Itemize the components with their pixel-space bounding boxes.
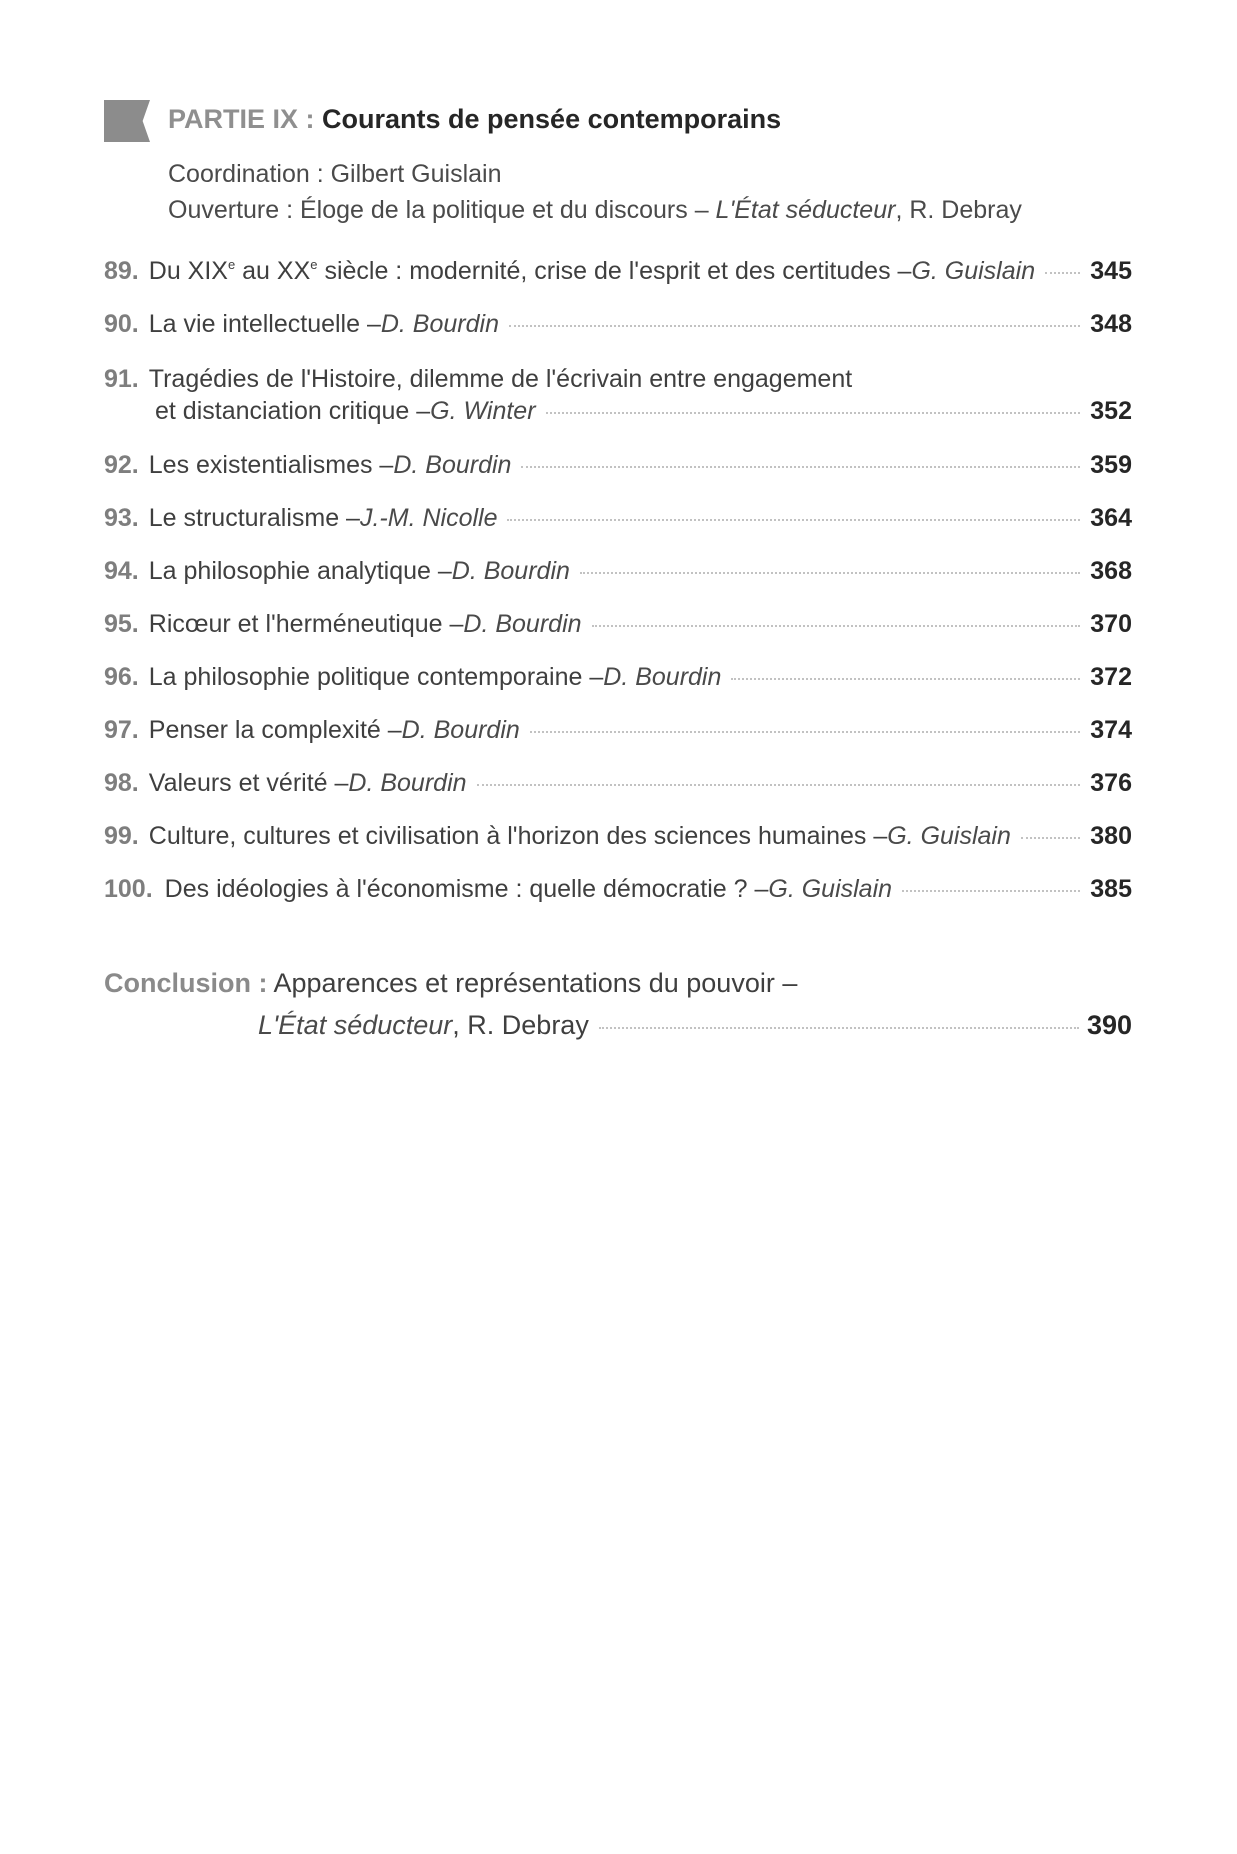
toc-entry-89[interactable] [104,255,1132,287]
entry-page: 352 [1090,397,1132,425]
entry-title: La philosophie analytique – [148,557,452,585]
conclusion-author: , R. Debray [452,1010,589,1040]
ouverture-book: L'État séducteur [715,196,896,224]
conclusion-label: Conclusion : [104,968,268,998]
toc-entry-95[interactable] [104,608,1132,640]
entry-page: 345 [1090,257,1132,285]
dot-leader [599,1027,1079,1029]
entry-number: 96. [104,663,139,691]
entry-author: D. Bourdin [603,663,722,691]
part-name: Courants de pensée contemporains [322,104,782,134]
entry-number: 98. [104,769,139,797]
entry-author: D. Bourdin [401,716,520,744]
conclusion-title-line1: Apparences et représentations du pouvoir – [273,968,798,998]
dot-leader [509,325,1080,327]
entry-page: 372 [1090,663,1132,691]
entry-title: Valeurs et vérité – [148,769,349,797]
dot-leader [477,784,1080,786]
ouverture-line [168,194,1022,226]
entry-number: 93. [104,504,139,532]
toc-entry-96[interactable] [104,661,1132,693]
dot-leader [1021,837,1080,839]
entry-title-line1: Tragédies de l'Histoire, dilemme de l'écrivain entre engagement [148,365,853,393]
entry-number: 89. [104,257,139,285]
entry-number: 92. [104,451,139,479]
part-label: PARTIE IX : [168,104,323,134]
part-marker [104,100,150,142]
toc-entry-100[interactable] [104,873,1132,905]
dot-leader [530,731,1080,733]
entry-author: G. Guislain [911,257,1036,285]
entry-author: D. Bourdin [380,310,499,338]
entry-title: La vie intellectuelle – [148,310,381,338]
entry-title: Des idéologies à l'économisme : quelle démocratie ? – [164,875,769,903]
dot-leader [546,412,1080,414]
toc-entry-94[interactable] [104,555,1132,587]
toc-entry-92[interactable] [104,449,1132,481]
entry-page: 380 [1090,822,1132,850]
toc-entry-99[interactable] [104,820,1132,852]
entry-page: 359 [1090,451,1132,479]
entry-author: J.-M. Nicolle [359,504,498,532]
entry-title: Penser la complexité – [148,716,402,744]
entry-author: D. Bourdin [393,451,512,479]
dot-leader [902,890,1080,892]
ouverture-prefix: Ouverture : Éloge de la politique et du discours – [168,196,716,224]
toc-entry-90[interactable] [104,308,1132,340]
part-header [104,98,1144,142]
entry-page: 370 [1090,610,1132,638]
toc-entry-98[interactable] [104,767,1132,799]
toc-conclusion[interactable] [104,962,1132,1046]
entry-number: 94. [104,557,139,585]
entry-number: 99. [104,822,139,850]
entry-page: 385 [1090,875,1132,903]
toc-entry-93[interactable] [104,502,1132,534]
entry-author: G. Guislain [768,875,893,903]
entry-title: La philosophie politique contemporaine – [148,663,604,691]
entry-title: Culture, cultures et civilisation à l'horizon des sciences humaines – [148,822,888,850]
dot-leader [521,466,1080,468]
entry-title: Le structuralisme – [148,504,360,532]
dot-leader [592,625,1080,627]
toc-entry-91[interactable] [104,363,1132,427]
entry-page: 376 [1090,769,1132,797]
entry-title-line2: et distanciation critique – [155,397,431,425]
entry-number: 97. [104,716,139,744]
entry-title: Ricœur et l'herméneutique – [148,610,464,638]
entry-author: D. Bourdin [348,769,467,797]
entry-number: 100. [104,875,153,903]
entry-author: D. Bourdin [451,557,570,585]
entry-number: 95. [104,610,139,638]
entry-author: D. Bourdin [463,610,582,638]
entry-number: 90. [104,310,139,338]
entry-author: G. Winter [430,397,536,425]
dot-leader [731,678,1080,680]
part-title [168,102,781,136]
entry-author: G. Guislain [887,822,1011,850]
ouverture-author: , R. Debray [895,196,1022,224]
entry-page: 364 [1090,504,1132,532]
coordination-line: Coordination : Gilbert Guislain [168,160,502,188]
dot-leader [507,519,1080,521]
dot-leader [580,572,1080,574]
conclusion-page: 390 [1086,1010,1132,1040]
conclusion-book: L'État séducteur [258,1010,453,1040]
entry-title: Les existentialismes – [148,451,394,479]
entry-title: Du XIXe au XXe siècle : modernité, crise de l'esprit et des certitudes – [148,256,912,285]
toc-entry-97[interactable] [104,714,1132,746]
dot-leader [1045,272,1080,274]
entry-number: 91. [104,365,139,393]
entry-page: 348 [1090,310,1132,338]
entry-page: 374 [1090,716,1132,744]
entry-page: 368 [1090,557,1132,585]
